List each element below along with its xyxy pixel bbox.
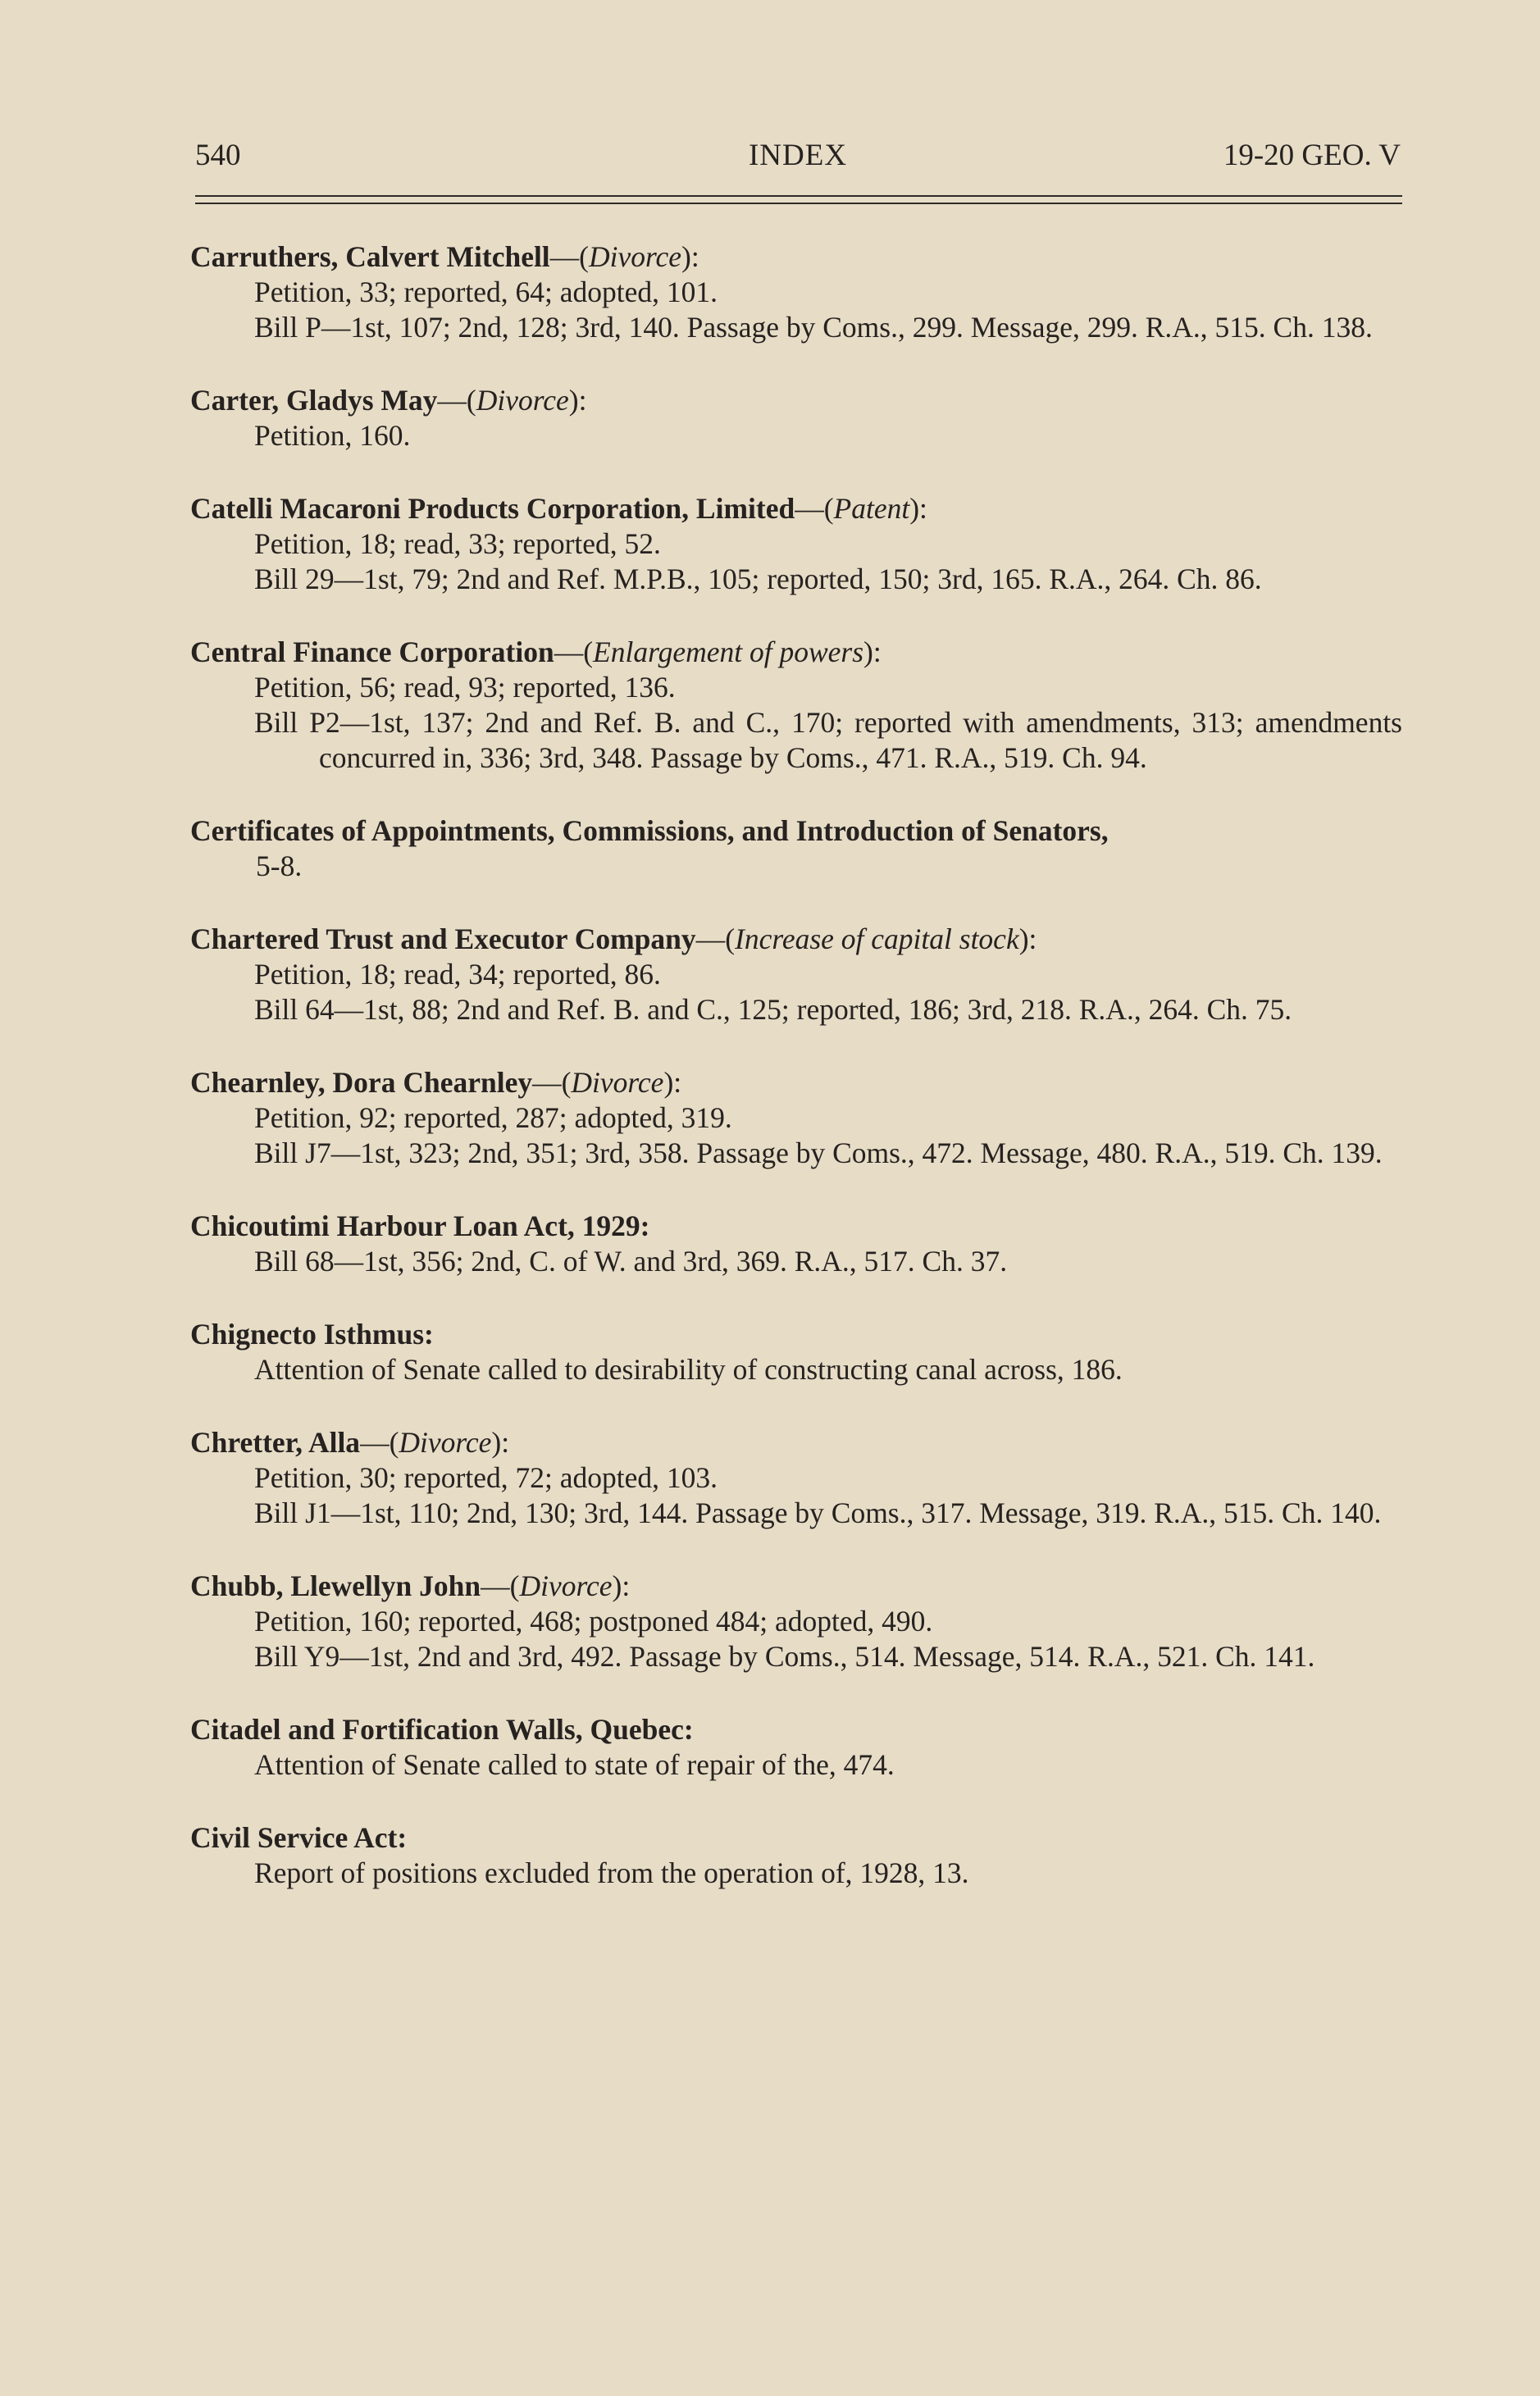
entry-subline: Attention of Senate called to state of repair of the, 474.	[254, 1748, 895, 1781]
entry-head: Central Finance Corporation	[190, 635, 554, 668]
entry-subline: Petition, 92; reported, 287; adopted, 319.	[254, 1101, 732, 1134]
entry-heading	[190, 1712, 1402, 1747]
entry-heading: Central Finance Corporation—(Enlargement of powers):	[190, 635, 882, 668]
entry-heading	[190, 1820, 1402, 1856]
entry-head: Carter, Gladys May	[190, 384, 438, 417]
entry-subline: Attention of Senate called to desirability of constructing canal across, 186.	[254, 1353, 1123, 1386]
entry-subline: Petition, 30; reported, 72; adopted, 103.	[254, 1461, 718, 1494]
entry-heading: Chubb, Llewellyn John—(Divorce):	[190, 1569, 631, 1602]
index-entry	[190, 1065, 1402, 1171]
entry-subject: Divorce	[519, 1569, 613, 1602]
index-entry	[190, 383, 1402, 453]
entry-head: Catelli Macaroni Products Corporation, Limited	[190, 492, 795, 525]
running-title: INDEX	[748, 139, 848, 172]
entry-subject: Divorce	[589, 240, 682, 273]
entry-heading: Chretter, Alla—(Divorce):	[190, 1426, 510, 1459]
index-entry	[190, 922, 1402, 1027]
entry-head: Carruthers, Calvert Mitchell	[190, 240, 550, 273]
entry-subline: Bill J1—1st, 110; 2nd, 130; 3rd, 144. Passage by Coms., 317. Message, 319. R.A., 515. Ch. 140.	[254, 1496, 1382, 1529]
entry-head: Chignecto Isthmus:	[190, 1318, 434, 1351]
page-header	[195, 138, 1401, 184]
index-entry	[190, 1820, 1402, 1891]
index-entries	[190, 239, 1402, 1929]
entry-subject: Divorce	[399, 1426, 492, 1459]
index-entry	[190, 635, 1402, 776]
entry-head: Chubb, Llewellyn John	[190, 1569, 481, 1602]
index-entry	[190, 491, 1402, 597]
index-entry	[190, 1317, 1402, 1387]
entry-subline: Petition, 18; read, 33; reported, 52.	[254, 527, 661, 560]
entry-heading	[190, 813, 1402, 849]
entry-subline: Report of positions excluded from the operation of, 1928, 13.	[254, 1856, 969, 1889]
entry-subject: Patent	[833, 492, 910, 525]
entry-subject: Increase of capital stock	[735, 922, 1019, 955]
index-entry	[190, 1712, 1402, 1783]
entry-subject: Divorce	[476, 384, 569, 417]
entry-subline: Bill 68—1st, 356; 2nd, C. of W. and 3rd, 369. R.A., 517. Ch. 37.	[254, 1245, 1008, 1278]
entry-continuation: 5-8.	[256, 850, 303, 882]
index-entry	[190, 1209, 1402, 1279]
entry-subline: Petition, 56; read, 93; reported, 136.	[254, 671, 676, 704]
entry-subject: Divorce	[571, 1066, 664, 1099]
entry-head: Chretter, Alla	[190, 1426, 361, 1459]
index-entry	[190, 813, 1402, 884]
entry-heading: Carter, Gladys May—(Divorce):	[190, 384, 587, 417]
entry-head: Citadel and Fortification Walls, Quebec:	[190, 1713, 694, 1746]
entry-heading: Carruthers, Calvert Mitchell—(Divorce):	[190, 240, 699, 273]
entry-head: Chearnley, Dora Chearnley	[190, 1066, 533, 1099]
header-rule	[195, 195, 1402, 204]
entry-subline: Petition, 18; read, 34; reported, 86.	[254, 958, 661, 991]
entry-subline: Bill P2—1st, 137; 2nd and Ref. B. and C., 170; reported with amendments, 313; amendments concurred in, 336; 3rd, 348. Passage by Coms., 471. R.A., 519. Ch. 94.	[254, 706, 1402, 774]
entry-heading: Catelli Macaroni Products Corporation, Limited—(Patent):	[190, 492, 927, 525]
entry-subline: Bill J7—1st, 323; 2nd, 351; 3rd, 358. Passage by Coms., 472. Message, 480. R.A., 519. Ch. 139.	[254, 1137, 1383, 1169]
entry-head: Certificates of Appointments, Commissions, and Introduction of Senators,	[190, 814, 1109, 847]
entry-heading	[190, 1209, 1402, 1244]
entry-head: Chicoutimi Harbour Loan Act, 1929:	[190, 1209, 650, 1242]
page-number: 540	[195, 139, 241, 172]
index-entry	[190, 1569, 1402, 1674]
entry-subject: Enlargement of powers	[593, 635, 864, 668]
entry-heading: Chartered Trust and Executor Company—(Increase of capital stock):	[190, 922, 1037, 955]
session-label: 19-20 GEO. V	[1223, 139, 1401, 172]
entry-subline: Bill P—1st, 107; 2nd, 128; 3rd, 140. Passage by Coms., 299. Message, 299. R.A., 515. Ch. 138.	[254, 311, 1373, 344]
index-entry	[190, 1425, 1402, 1531]
entry-subline: Bill 29—1st, 79; 2nd and Ref. M.P.B., 105; reported, 150; 3rd, 165. R.A., 264. Ch. 86.	[254, 563, 1262, 595]
entry-subline: Petition, 160; reported, 468; postponed 484; adopted, 490.	[254, 1605, 933, 1638]
entry-subline: Bill Y9—1st, 2nd and 3rd, 492. Passage by Coms., 514. Message, 514. R.A., 521. Ch. 141.	[254, 1640, 1315, 1673]
entry-head: Civil Service Act:	[190, 1821, 408, 1854]
entry-heading	[190, 1317, 1402, 1352]
entry-subline: Petition, 160.	[254, 419, 411, 452]
entry-heading: Chearnley, Dora Chearnley—(Divorce):	[190, 1066, 682, 1099]
entry-subline: Petition, 33; reported, 64; adopted, 101.	[254, 276, 718, 308]
entry-subline: Bill 64—1st, 88; 2nd and Ref. B. and C., 125; reported, 186; 3rd, 218. R.A., 264. Ch. 75.	[254, 993, 1292, 1026]
index-entry	[190, 239, 1402, 345]
entry-head: Chartered Trust and Executor Company	[190, 922, 696, 955]
